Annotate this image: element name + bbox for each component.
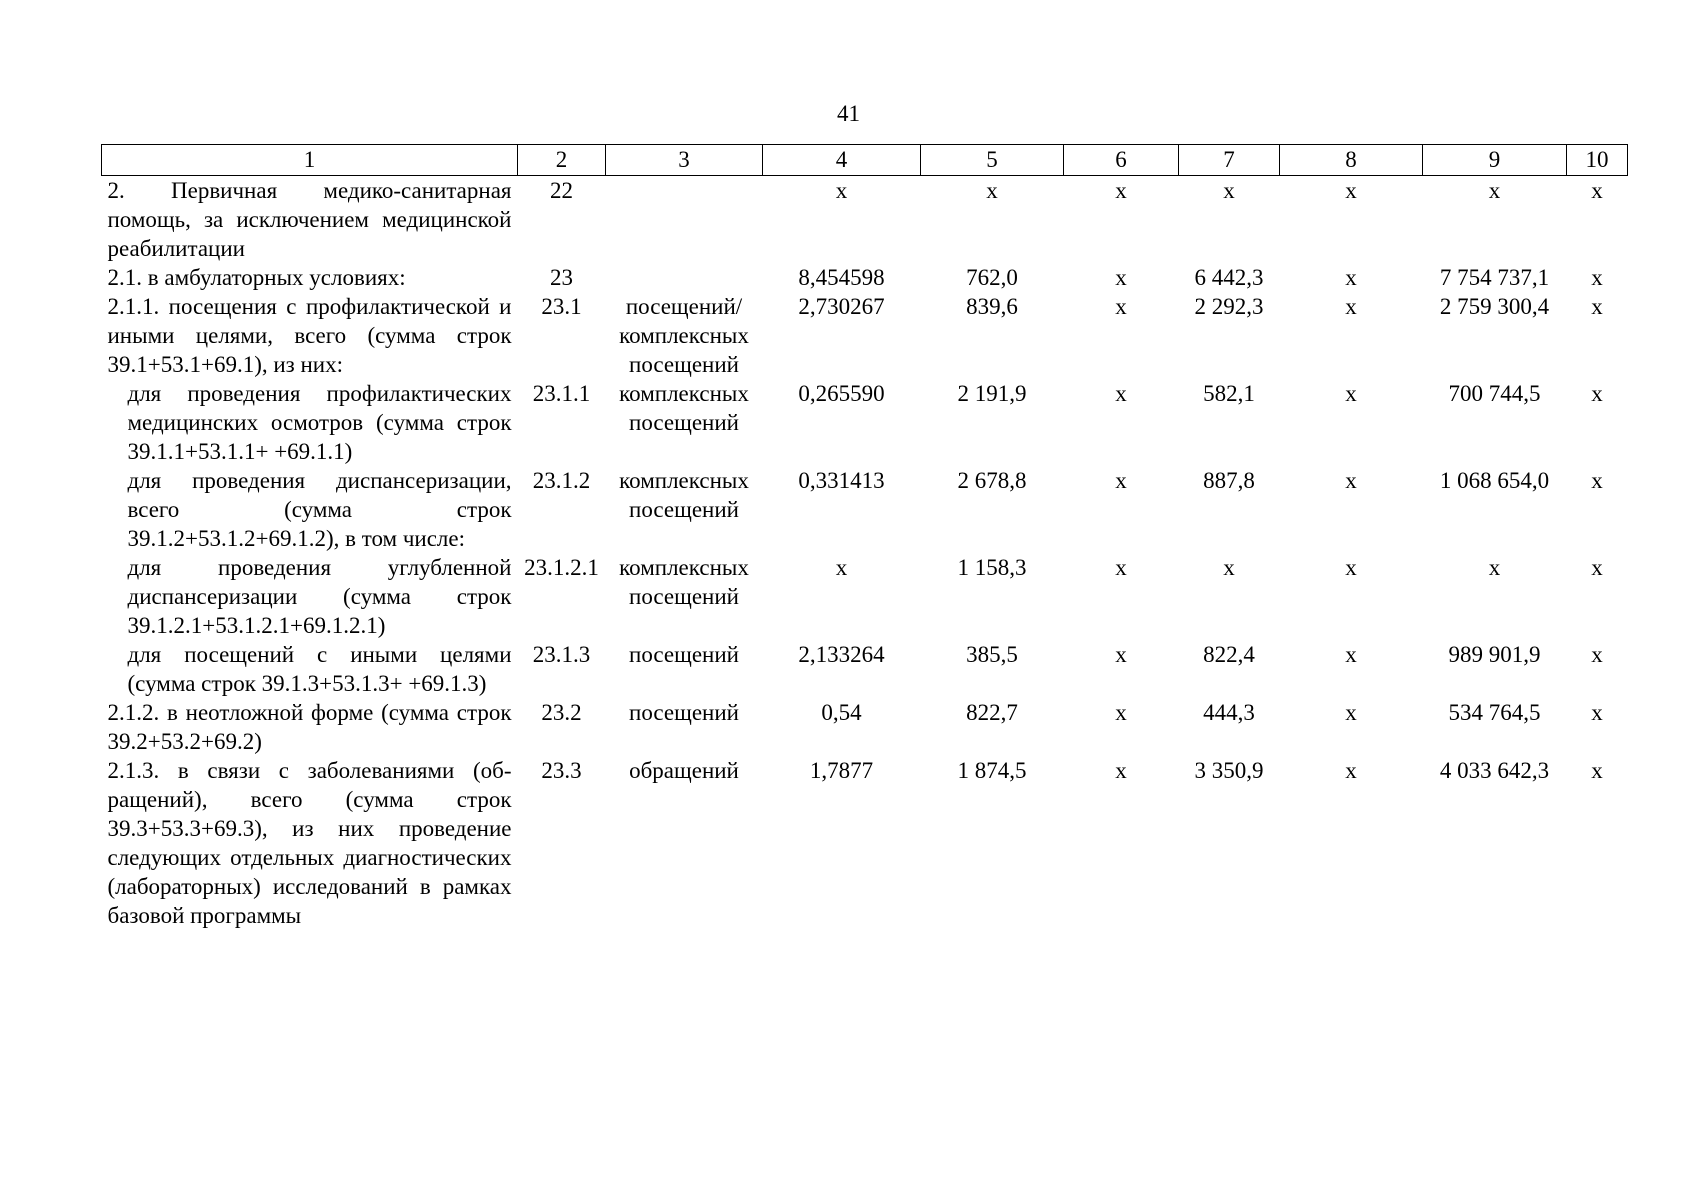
row-name: для проведения профилактических медицинских осмотров (сумма строк 39.1.1+53.1.1+ +69.1.1) (127, 381, 512, 464)
row-code: 23.1.2 (532, 468, 591, 493)
row-cell: 762,0 (966, 265, 1018, 290)
row-code: 22 (550, 178, 573, 203)
table-row (102, 553, 1628, 640)
row-cell: х (835, 178, 848, 203)
row-cell: 1 158,3 (957, 555, 1027, 580)
row-unit: комплексных посещений (619, 468, 749, 522)
row-name: 2. Первичная медико-санитарная помощь, за исключением медицинской реабилитации (107, 178, 512, 261)
row-cell: х (1345, 758, 1357, 783)
row-cell: 534 764,5 (1448, 700, 1541, 725)
row-cell: х (1115, 294, 1127, 319)
row-cell: х (1115, 555, 1127, 580)
table-row (102, 698, 1628, 756)
row-code: 23.3 (541, 758, 582, 783)
row-cell: х (1488, 178, 1501, 203)
row-cell: х (1345, 468, 1357, 493)
row-name: для проведения диспансеризации, всего (сумма строк 39.1.2+53.1.2+69.1.2), в том числе: (127, 468, 512, 551)
row-code: 23.1.1 (532, 381, 591, 406)
row-cell: 700 744,5 (1448, 381, 1541, 406)
row-cell: х (835, 555, 848, 580)
row-cell: х (1345, 265, 1357, 290)
row-cell: 4 033 642,3 (1439, 758, 1550, 783)
row-code: 23.1 (541, 294, 582, 319)
row-cell: х (1115, 265, 1127, 290)
row-cell: 582,1 (1203, 381, 1255, 406)
table-row (102, 756, 1628, 930)
column-header: 10 (1567, 145, 1628, 176)
column-header: 4 (763, 145, 921, 176)
row-cell: х (1345, 294, 1357, 319)
row-cell: 2 759 300,4 (1439, 294, 1550, 319)
row-cell: х (1115, 642, 1127, 667)
row-name: для посещений с иными целями (сумма строк 39.1.3+53.1.3+ +69.1.3) (127, 642, 512, 696)
row-cell: х (1591, 265, 1603, 290)
row-unit: посещений (629, 642, 739, 667)
row-unit: посещений (629, 700, 739, 725)
row-cell: х (1223, 178, 1235, 203)
row-cell: 839,6 (966, 294, 1018, 319)
row-cell: х (1115, 758, 1127, 783)
row-cell: х (1345, 381, 1357, 406)
row-name: 2.1. в амбулаторных условиях: (107, 265, 406, 290)
row-cell: 444,3 (1203, 700, 1255, 725)
row-cell: 0,265590 (798, 381, 885, 406)
column-header: 9 (1423, 145, 1567, 176)
row-unit (606, 176, 763, 264)
row-cell: х (1115, 700, 1127, 725)
row-cell: 822,4 (1203, 642, 1255, 667)
row-cell: 2 678,8 (957, 468, 1027, 493)
row-cell: х (1345, 700, 1357, 725)
page-number: 41 (837, 101, 860, 126)
row-cell: 2,133264 (798, 642, 885, 667)
row-cell: 385,5 (966, 642, 1018, 667)
row-cell: х (1591, 178, 1603, 203)
table-row (102, 466, 1628, 553)
row-name: для проведения углубленной диспансеризации (сумма строк 39.1.2.1+53.1.2.1+69.1.2.1) (127, 555, 512, 638)
row-code: 23 (550, 265, 573, 290)
table-row (102, 263, 1628, 292)
row-cell: 2,730267 (798, 294, 885, 319)
row-name: 2.1.3. в связи с заболеваниями (обращений), всего (сумма строк 39.3+53.3+69.3), из них проведение следующих отдельных диагностических (лабораторных) исследований в рамках базовой программы (107, 758, 512, 928)
row-cell: 0,54 (821, 700, 862, 725)
row-cell: х (1115, 468, 1127, 493)
column-header: 5 (921, 145, 1064, 176)
row-cell: х (1591, 700, 1603, 725)
column-header: 1 (102, 145, 518, 176)
row-unit (606, 263, 763, 292)
column-header: 3 (606, 145, 763, 176)
row-cell: х (1223, 555, 1235, 580)
row-cell: 822,7 (966, 700, 1018, 725)
row-cell: 989 901,9 (1448, 642, 1541, 667)
column-header: 7 (1179, 145, 1280, 176)
table-row (102, 640, 1628, 698)
column-header: 2 (518, 145, 606, 176)
header-row (102, 145, 1628, 176)
row-cell: 7 754 737,1 (1439, 265, 1550, 290)
row-cell: х (1345, 555, 1357, 580)
row-cell: х (1591, 642, 1603, 667)
row-cell: 887,8 (1203, 468, 1255, 493)
row-code: 23.1.3 (532, 642, 591, 667)
row-unit: комплексных посещений (619, 555, 749, 609)
row-code: 23.2 (541, 700, 582, 725)
row-name: 2.1.1. посещения с профилактической и иными целями, всего (сумма строк 39.1+53.1+69.1), из них: (107, 294, 512, 377)
table-row (102, 176, 1628, 264)
row-cell: х (1591, 468, 1603, 493)
row-cell: х (1115, 381, 1127, 406)
row-code: 23.1.2.1 (524, 555, 599, 580)
row-unit: посещений/ комплексных посещений (619, 294, 749, 377)
row-cell: 8,454598 (798, 265, 885, 290)
row-unit: обращений (629, 758, 739, 783)
row-cell: х (1591, 294, 1603, 319)
row-name: 2.1.2. в неотложной форме (сумма строк 39.2+53.2+69.2) (107, 700, 512, 754)
column-header: 6 (1064, 145, 1179, 176)
row-cell: 2 292,3 (1194, 294, 1264, 319)
row-cell: 2 191,9 (957, 381, 1027, 406)
data-table (101, 144, 1628, 930)
row-cell: 1,7877 (809, 758, 874, 783)
row-cell: х (1591, 555, 1603, 580)
row-cell: 0,331413 (798, 468, 885, 493)
row-cell: х (986, 178, 998, 203)
row-cell: х (1591, 758, 1603, 783)
row-cell: 1 874,5 (957, 758, 1027, 783)
column-header: 8 (1280, 145, 1423, 176)
row-cell: х (1488, 555, 1501, 580)
row-unit: комплексных посещений (619, 381, 749, 435)
row-cell: 1 068 654,0 (1439, 468, 1550, 493)
row-cell: 3 350,9 (1194, 758, 1264, 783)
table-row (102, 292, 1628, 379)
row-cell: 6 442,3 (1194, 265, 1264, 290)
table-row (102, 379, 1628, 466)
row-cell: х (1345, 642, 1357, 667)
row-cell: х (1345, 178, 1357, 203)
row-cell: х (1591, 381, 1603, 406)
row-cell: х (1115, 178, 1127, 203)
